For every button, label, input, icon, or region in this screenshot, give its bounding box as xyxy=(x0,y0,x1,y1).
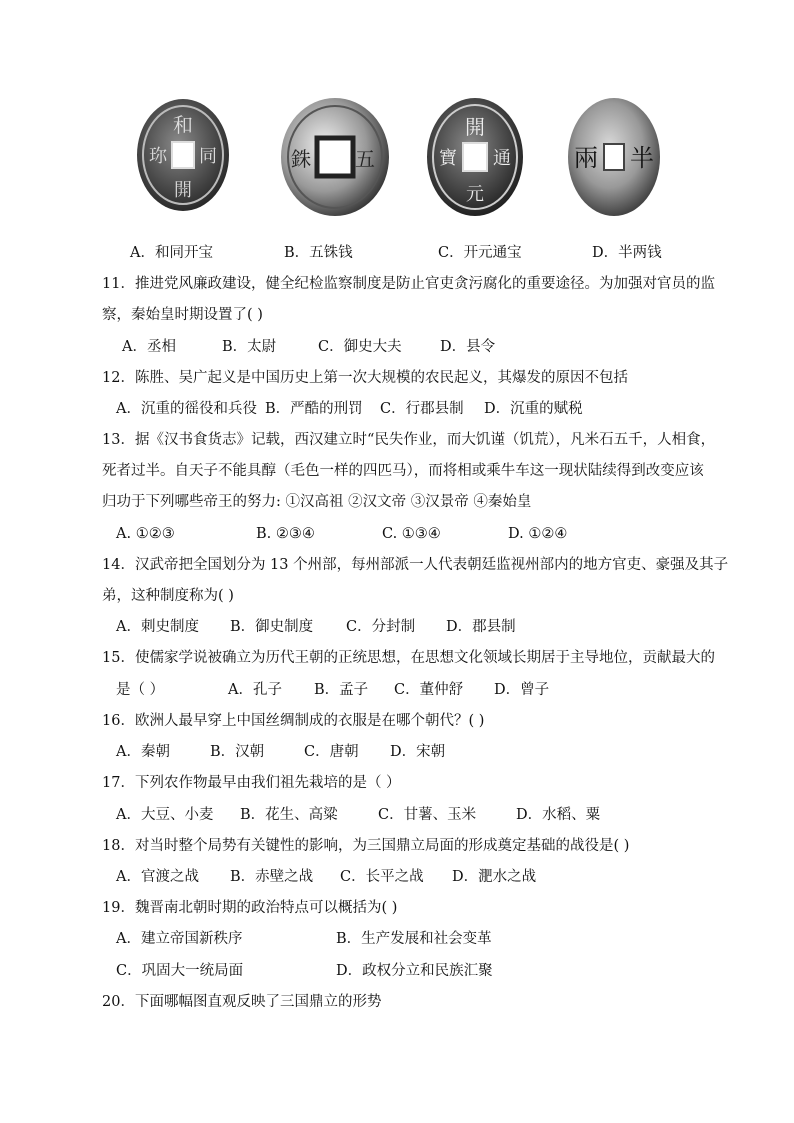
q15-stem-line1: 15．使儒家学说被确立为历代王朝的正统思想，在思想文化领域长期居于主导地位，贡献最大的 xyxy=(102,650,715,666)
q16-stem: 16．欧洲人最早穿上中国丝绸制成的衣服是在哪个朝代？( ) xyxy=(102,713,485,729)
q11-stem-line2: 察，秦始皇时期设置了( ) xyxy=(102,307,263,323)
q19-option-d[interactable]: D．政权分立和民族汇聚 xyxy=(336,963,493,979)
q18-option-a[interactable]: A．官渡之战 xyxy=(116,869,199,885)
q10-option-d[interactable]: D．半两钱 xyxy=(592,245,662,261)
q12-option-c[interactable]: C．行郡县制 xyxy=(380,401,464,417)
q15-option-a[interactable]: A．孔子 xyxy=(228,682,282,698)
q18-option-c[interactable]: C．长平之战 xyxy=(340,869,424,885)
q19-option-b[interactable]: B．生产发展和社会变革 xyxy=(336,931,492,947)
q12-stem: 12．陈胜、吴广起义是中国历史上第一次大规模的农民起义，其爆发的原因不包括 xyxy=(102,370,628,386)
q14-option-a[interactable]: A．刺史制度 xyxy=(116,619,199,635)
coin-char-left: 兩 xyxy=(574,144,598,172)
q13-option-d[interactable]: D. ①②④ xyxy=(508,526,568,542)
q17-stem: 17．下列农作物最早由我们祖先栽培的是（ ） xyxy=(102,775,401,791)
coin-image-b xyxy=(279,96,391,218)
q16-option-b[interactable]: B．汉朝 xyxy=(210,744,265,760)
q18-stem: 18．对当时整个局势有关键性的影响，为三国鼎立局面的形成奠定基础的战役是( ) xyxy=(102,838,630,854)
coin-char-bottom: 元 xyxy=(466,184,484,205)
q12-option-d[interactable]: D．沉重的赋税 xyxy=(484,401,583,417)
coin-images xyxy=(0,96,794,226)
coin-char-top: 開 xyxy=(465,115,485,139)
q17-option-c[interactable]: C．甘薯、玉米 xyxy=(378,807,477,823)
q13-stem-line3: 归功于下列哪些帝王的努力: ①汉高祖 ②汉文帝 ③汉景帝 ④秦始皇 xyxy=(102,494,532,510)
coin-char-left: 寶 xyxy=(439,148,457,169)
q18-option-b[interactable]: B．赤壁之战 xyxy=(230,869,314,885)
q14-stem-line1: 14．汉武帝把全国划分为 13 个州部，每州部派一人代表朝廷监视州部内的地方官吏、豪强及其子 xyxy=(102,557,729,573)
q14-stem-line2: 弟，这种制度称为( ) xyxy=(102,588,234,604)
q13-option-a[interactable]: A. ①②③ xyxy=(116,526,175,542)
q16-option-d[interactable]: D．宋朝 xyxy=(390,744,446,760)
q12-option-b[interactable]: B．严酷的刑罚 xyxy=(265,401,363,417)
coin-char-right: 通 xyxy=(493,148,511,169)
q15-option-d[interactable]: D．曾子 xyxy=(494,682,550,698)
q11-option-d[interactable]: D．县令 xyxy=(440,339,496,355)
q20-stem: 20．下面哪幅图直观反映了三国鼎立的形势 xyxy=(102,994,382,1010)
coin-image-d xyxy=(566,96,662,218)
q13-option-c[interactable]: C. ①③④ xyxy=(382,526,441,542)
q14-option-d[interactable]: D．郡县制 xyxy=(446,619,516,635)
q11-option-b[interactable]: B．太尉 xyxy=(222,339,277,355)
q12-option-a[interactable]: A．沉重的徭役和兵役 xyxy=(116,401,257,417)
q16-option-a[interactable]: A．秦朝 xyxy=(116,744,170,760)
q19-stem: 19．魏晋南北朝时期的政治特点可以概括为( ) xyxy=(102,900,398,916)
coin-image-a xyxy=(135,96,231,214)
coin-char-left: 珎 xyxy=(149,146,167,167)
q16-option-c[interactable]: C．唐朝 xyxy=(304,744,359,760)
q15-stem-line2: 是（ ） xyxy=(116,682,165,698)
q11-stem-line1: 11．推进党风廉政建设，健全纪检监察制度是防止官吏贪污腐化的重要途径。为加强对官员的监 xyxy=(102,276,715,292)
q17-option-b[interactable]: B．花生、高粱 xyxy=(240,807,338,823)
q15-option-c[interactable]: C．董仲舒 xyxy=(394,682,464,698)
q10-option-c[interactable]: C．开元通宝 xyxy=(438,245,522,261)
q18-option-d[interactable]: D．淝水之战 xyxy=(452,869,537,885)
q14-option-b[interactable]: B．御史制度 xyxy=(230,619,314,635)
coin-char-right: 半 xyxy=(630,144,654,172)
coin-char-left: 銖 xyxy=(291,147,311,171)
coin-char-right: 五 xyxy=(355,147,375,171)
q10-option-b[interactable]: B．五铢钱 xyxy=(284,245,353,261)
q13-option-b[interactable]: B. ②③④ xyxy=(256,526,315,542)
q17-option-a[interactable]: A．大豆、小麦 xyxy=(116,807,214,823)
q15-option-b[interactable]: B．孟子 xyxy=(314,682,369,698)
q11-option-a[interactable]: A．丞相 xyxy=(122,339,176,355)
q19-option-a[interactable]: A．建立帝国新秩序 xyxy=(116,931,243,947)
q10-option-a[interactable]: A．和同开宝 xyxy=(130,245,213,261)
q17-option-d[interactable]: D．水稻、粟 xyxy=(516,807,601,823)
q13-stem-line2: 死者过半。自天子不能具醇（毛色一样的四匹马），而将相或乘牛车这一现状陆续得到改变应该 xyxy=(102,463,704,479)
q14-option-c[interactable]: C．分封制 xyxy=(346,619,416,635)
coin-char-right: 同 xyxy=(199,146,217,167)
coin-image-c xyxy=(425,96,525,218)
q11-option-c[interactable]: C．御史大夫 xyxy=(318,339,402,355)
coin-char-top: 和 xyxy=(173,113,193,137)
q19-option-c[interactable]: C．巩固大一统局面 xyxy=(116,963,244,979)
coin-char-bottom: 開 xyxy=(174,180,192,201)
q13-stem-line1: 13．据《汉书食货志》记载，西汉建立时“民失作业，而大饥谨（饥荒），凡米石五千，人相食， xyxy=(102,432,716,448)
